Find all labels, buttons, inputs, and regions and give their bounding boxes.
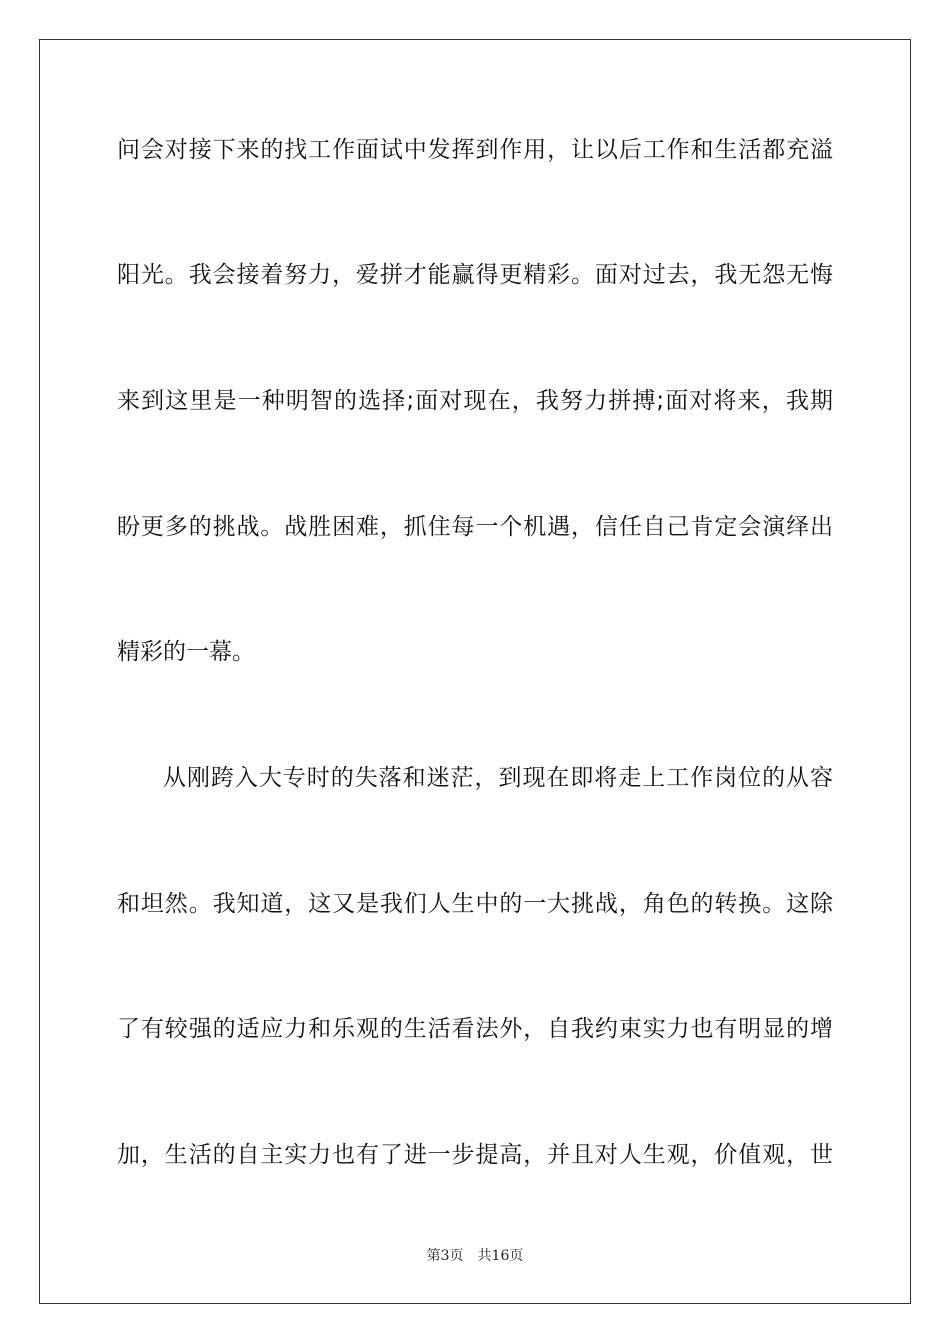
page-number: 第3页 xyxy=(426,1248,464,1264)
page-frame xyxy=(39,39,911,1304)
paragraph-line: 来到这里是一种明智的选择;面对现在，我努力拼搏;面对将来，我期 xyxy=(117,388,833,414)
paragraph-line: 问会对接下来的找工作面试中发挥到作用，让以后工作和生活都充溢 xyxy=(117,137,833,163)
paragraph-line: 阳光。我会接着努力，爱拼才能赢得更精彩。面对过去，我无怨无悔 xyxy=(117,262,833,288)
page-total: 共16页 xyxy=(477,1248,524,1264)
paragraph-line: 精彩的一幕。 xyxy=(117,639,255,665)
paragraph-line: 加，生活的自主实力也有了进一步提高，并且对人生观，价值观，世 xyxy=(117,1142,833,1168)
paragraph-line: 和坦然。我知道，这又是我们人生中的一大挑战，角色的转换。这除 xyxy=(117,891,833,917)
paragraph-line: 盼更多的挑战。战胜困难，抓住每一个机遇，信任自己肯定会演绎出 xyxy=(117,514,833,540)
paragraph-line: 了有较强的适应力和乐观的生活看法外，自我约束实力也有明显的增 xyxy=(117,1016,833,1042)
paragraph-line: 从刚跨入大专时的失落和迷茫，到现在即将走上工作岗位的从容 xyxy=(163,765,833,791)
page-footer xyxy=(0,1246,950,1266)
